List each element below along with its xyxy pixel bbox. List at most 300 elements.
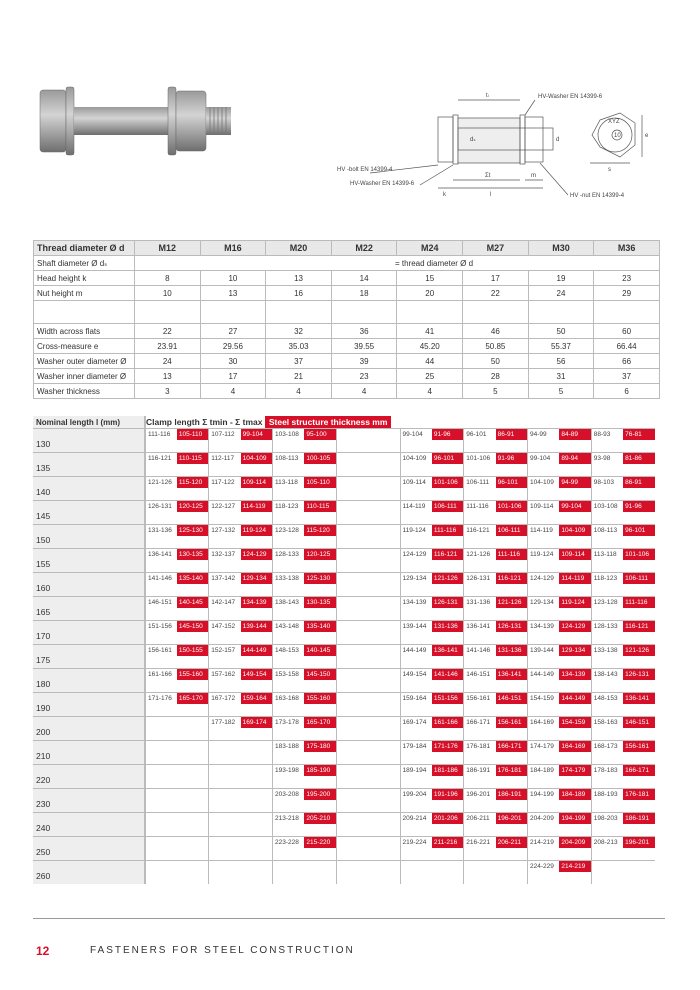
clamp-length-cell bbox=[336, 453, 368, 465]
clamp-length-cell: 134-139 bbox=[400, 597, 432, 609]
empty-cell bbox=[400, 608, 464, 621]
steel-thickness-cell: 176-181 bbox=[496, 765, 528, 777]
clamp-length-cell: 137-142 bbox=[209, 573, 241, 585]
clamp-length-cell: 193-198 bbox=[273, 765, 305, 777]
empty-cell bbox=[336, 752, 400, 765]
clamp-length-cell: 149-154 bbox=[400, 669, 432, 681]
empty-cell bbox=[209, 560, 273, 573]
table-row bbox=[33, 693, 655, 705]
row-label bbox=[34, 301, 135, 324]
clamp-length-cell: 206-211 bbox=[464, 813, 496, 825]
clamp-length-cell: 133-138 bbox=[273, 573, 305, 585]
empty-cell bbox=[591, 512, 655, 525]
empty-cell bbox=[591, 728, 655, 741]
empty-cell bbox=[591, 656, 655, 669]
clamp-length-cell: 133-138 bbox=[591, 645, 623, 657]
steel-thickness-cell bbox=[623, 861, 655, 873]
clamp-length-cell: 167-172 bbox=[209, 693, 241, 705]
table-row bbox=[33, 429, 655, 441]
clamp-length-cell bbox=[273, 861, 305, 873]
clamp-length-cell: 124-129 bbox=[400, 549, 432, 561]
steel-thickness-cell: 140-145 bbox=[177, 597, 209, 609]
steel-thickness-cell: 130-135 bbox=[177, 549, 209, 561]
clamp-length-cell: 153-158 bbox=[273, 669, 305, 681]
cell: 19 bbox=[528, 271, 594, 286]
cell bbox=[397, 301, 463, 324]
steel-thickness-cell bbox=[368, 669, 400, 681]
clamp-length-cell: 139-144 bbox=[528, 645, 560, 657]
empty-cell bbox=[145, 488, 209, 501]
clamp-length-cell: 111-116 bbox=[464, 501, 496, 513]
cell bbox=[528, 301, 594, 324]
steel-thickness-cell: 196-201 bbox=[623, 837, 655, 849]
steel-thickness-cell: 86-91 bbox=[496, 429, 528, 441]
table-row bbox=[33, 837, 655, 849]
steel-thickness-cell: 84-89 bbox=[559, 429, 591, 441]
clamp-length-cell: 136-141 bbox=[145, 549, 177, 561]
steel-thickness-cell bbox=[496, 861, 528, 873]
steel-thickness-cell: 130-135 bbox=[304, 597, 336, 609]
clamp-length-cell: 177-182 bbox=[209, 717, 241, 729]
clamp-length-cell: 106-111 bbox=[464, 477, 496, 489]
cell: 25 bbox=[397, 369, 463, 384]
steel-thickness-cell: 139-144 bbox=[241, 621, 273, 633]
clamp-length-cell bbox=[209, 837, 241, 849]
steel-thickness-cell: 126-131 bbox=[623, 669, 655, 681]
steel-thickness-cell: 96-101 bbox=[432, 453, 464, 465]
steel-thickness-cell: 89-94 bbox=[559, 453, 591, 465]
steel-thickness-cell bbox=[368, 693, 400, 705]
empty-cell bbox=[528, 800, 592, 813]
empty-cell bbox=[273, 656, 337, 669]
table-row bbox=[33, 741, 655, 753]
table-row bbox=[34, 301, 660, 324]
nominal-length: 190 bbox=[33, 693, 145, 717]
nominal-length: 180 bbox=[33, 669, 145, 693]
column-header: M30 bbox=[528, 241, 594, 256]
empty-cell bbox=[400, 776, 464, 789]
steel-thickness-cell: 110-115 bbox=[177, 453, 209, 465]
dimensions-table-header bbox=[34, 241, 660, 256]
empty-cell bbox=[273, 728, 337, 741]
clamp-length-cell: 123-128 bbox=[591, 597, 623, 609]
nominal-length-header: Nominal length l (mm) bbox=[33, 416, 145, 429]
empty-cell bbox=[400, 464, 464, 477]
empty-cell bbox=[528, 680, 592, 693]
empty-cell bbox=[145, 824, 209, 837]
empty-cell bbox=[591, 824, 655, 837]
empty-cell bbox=[145, 704, 209, 717]
empty-cell bbox=[273, 512, 337, 525]
clamp-length-cell: 116-121 bbox=[145, 453, 177, 465]
empty-cell bbox=[209, 440, 273, 453]
steel-thickness-cell: 111-116 bbox=[496, 549, 528, 561]
steel-thickness-cell: 125-130 bbox=[177, 525, 209, 537]
clamp-length-cell: 112-117 bbox=[209, 453, 241, 465]
table-row bbox=[33, 549, 655, 561]
empty-cell bbox=[336, 584, 400, 597]
clamp-length-cell bbox=[336, 669, 368, 681]
steel-thickness-cell bbox=[368, 645, 400, 657]
clamp-length-cell: 126-131 bbox=[464, 573, 496, 585]
empty-cell bbox=[209, 608, 273, 621]
empty-cell bbox=[209, 536, 273, 549]
cell: 18 bbox=[331, 286, 397, 301]
empty-cell bbox=[145, 680, 209, 693]
table-row bbox=[34, 384, 660, 399]
empty-cell bbox=[400, 560, 464, 573]
clamp-length-cell: 138-143 bbox=[273, 597, 305, 609]
clamp-length-header: Clamp length Σ tmin - Σ tmax bbox=[146, 417, 263, 427]
steel-thickness-cell: 131-136 bbox=[432, 621, 464, 633]
empty-cell bbox=[273, 464, 337, 477]
empty-cell bbox=[145, 800, 209, 813]
empty-cell bbox=[209, 800, 273, 813]
clamp-length-cell: 178-183 bbox=[591, 765, 623, 777]
clamp-length-cell bbox=[336, 501, 368, 513]
cell: 23 bbox=[331, 369, 397, 384]
empty-cell bbox=[591, 584, 655, 597]
empty-cell bbox=[464, 608, 528, 621]
empty-cell bbox=[273, 824, 337, 837]
clamp-length-cell: 199-204 bbox=[400, 789, 432, 801]
cell: 44 bbox=[397, 354, 463, 369]
steel-thickness-cell: 174-179 bbox=[559, 765, 591, 777]
clamp-length-cell: 142-147 bbox=[209, 597, 241, 609]
clamp-length-cell bbox=[209, 741, 241, 753]
nominal-length: 250 bbox=[33, 837, 145, 861]
table-row bbox=[34, 271, 660, 286]
clamp-length-cell: 148-153 bbox=[273, 645, 305, 657]
steel-thickness-cell: 214-219 bbox=[559, 861, 591, 873]
empty-cell bbox=[273, 680, 337, 693]
clamp-length-cell: 121-126 bbox=[145, 477, 177, 489]
row-label: Nut height m bbox=[34, 286, 135, 301]
nominal-length: 135 bbox=[33, 453, 145, 477]
steel-thickness-cell: 126-131 bbox=[496, 621, 528, 633]
empty-cell bbox=[464, 440, 528, 453]
empty-cell bbox=[273, 800, 337, 813]
steel-thickness-cell: 186-191 bbox=[623, 813, 655, 825]
steel-thickness-cell: 109-114 bbox=[559, 549, 591, 561]
empty-cell bbox=[336, 464, 400, 477]
empty-cell bbox=[464, 704, 528, 717]
column-header: M27 bbox=[463, 241, 529, 256]
empty-cell bbox=[336, 488, 400, 501]
empty-cell bbox=[591, 752, 655, 765]
empty-cell bbox=[336, 776, 400, 789]
cell: 50 bbox=[528, 324, 594, 339]
clamp-length-cell: 107-112 bbox=[209, 429, 241, 441]
steel-thickness-cell: 114-119 bbox=[241, 501, 273, 513]
clamp-length-cell: 161-166 bbox=[145, 669, 177, 681]
empty-cell bbox=[400, 584, 464, 597]
steel-thickness-cell: 124-129 bbox=[241, 549, 273, 561]
steel-thickness-cell bbox=[304, 861, 336, 873]
nominal-length: 210 bbox=[33, 741, 145, 765]
page-number: 12 bbox=[36, 944, 50, 958]
empty-cell bbox=[528, 824, 592, 837]
clamp-length-cell bbox=[209, 765, 241, 777]
clamp-length-cell: 158-163 bbox=[591, 717, 623, 729]
clamp-length-cell: 168-173 bbox=[591, 741, 623, 753]
steel-thickness-cell: 185-190 bbox=[304, 765, 336, 777]
clamp-length-cell: 208-213 bbox=[591, 837, 623, 849]
steel-thickness-cell: 115-120 bbox=[304, 525, 336, 537]
clamp-length-cell: 204-209 bbox=[528, 813, 560, 825]
table-row bbox=[34, 286, 660, 301]
steel-thickness-cell: 121-126 bbox=[623, 645, 655, 657]
clamp-length-cell bbox=[336, 549, 368, 561]
cell: 13 bbox=[266, 271, 332, 286]
empty-cell bbox=[336, 536, 400, 549]
steel-thickness-cell: 115-120 bbox=[177, 477, 209, 489]
empty-cell bbox=[273, 848, 337, 861]
clamp-length-cell bbox=[145, 717, 177, 729]
empty-cell bbox=[336, 560, 400, 573]
table-row bbox=[33, 717, 655, 729]
cell: 5 bbox=[463, 384, 529, 399]
clamp-length-cell: 134-139 bbox=[528, 621, 560, 633]
empty-cell bbox=[209, 824, 273, 837]
steel-thickness-cell: 155-160 bbox=[304, 693, 336, 705]
clamp-length-cell bbox=[336, 717, 368, 729]
steel-thickness-cell: 191-196 bbox=[432, 789, 464, 801]
steel-thickness-cell: 121-126 bbox=[496, 597, 528, 609]
empty-cell bbox=[145, 512, 209, 525]
empty-cell bbox=[209, 512, 273, 525]
clamp-length-cell: 173-178 bbox=[273, 717, 305, 729]
empty-cell bbox=[591, 848, 655, 861]
cell: 29 bbox=[594, 286, 660, 301]
clamp-length-cell: 119-124 bbox=[528, 549, 560, 561]
table-row bbox=[33, 501, 655, 513]
empty-cell bbox=[209, 728, 273, 741]
label-washer-top: HV-Washer EN 14399-6 bbox=[538, 94, 603, 100]
steel-thickness-cell: 121-126 bbox=[432, 573, 464, 585]
clamp-length-cell: 214-219 bbox=[528, 837, 560, 849]
empty-cell bbox=[145, 656, 209, 669]
clamp-length-cell: 129-134 bbox=[528, 597, 560, 609]
empty-cell bbox=[273, 608, 337, 621]
clamp-length-cell: 169-174 bbox=[400, 717, 432, 729]
empty-cell bbox=[400, 440, 464, 453]
cell: 39 bbox=[331, 354, 397, 369]
steel-thickness-cell: 116-121 bbox=[432, 549, 464, 561]
steel-thickness-cell: 171-176 bbox=[432, 741, 464, 753]
empty-cell bbox=[528, 776, 592, 789]
empty-cell bbox=[145, 464, 209, 477]
table-row bbox=[33, 645, 655, 657]
steel-thickness-cell: 119-124 bbox=[241, 525, 273, 537]
empty-cell bbox=[591, 440, 655, 453]
empty-cell bbox=[273, 704, 337, 717]
steel-thickness-cell bbox=[368, 861, 400, 873]
row-label: Head height k bbox=[34, 271, 135, 286]
cell: 14 bbox=[331, 271, 397, 286]
steel-thickness-cell: 194-199 bbox=[559, 813, 591, 825]
cell: 15 bbox=[397, 271, 463, 286]
clamp-length-cell: 123-128 bbox=[273, 525, 305, 537]
empty-cell bbox=[528, 728, 592, 741]
steel-thickness-cell bbox=[368, 501, 400, 513]
empty-cell bbox=[400, 824, 464, 837]
steel-thickness-cell: 99-104 bbox=[241, 429, 273, 441]
empty-cell bbox=[464, 464, 528, 477]
empty-cell bbox=[145, 440, 209, 453]
nominal-length: 145 bbox=[33, 501, 145, 525]
steel-thickness-cell: 111-116 bbox=[623, 597, 655, 609]
steel-thickness-cell: 91-96 bbox=[496, 453, 528, 465]
empty-cell bbox=[528, 872, 592, 884]
steel-thickness-cell bbox=[241, 789, 273, 801]
thread-diameter-header: Thread diameter Ø d bbox=[34, 241, 135, 256]
empty-cell bbox=[209, 848, 273, 861]
clamp-length-cell: 159-164 bbox=[400, 693, 432, 705]
clamp-table-header bbox=[33, 416, 655, 429]
steel-thickness-cell: 161-166 bbox=[432, 717, 464, 729]
steel-thickness-cell: 134-139 bbox=[241, 597, 273, 609]
cell: 31 bbox=[528, 369, 594, 384]
steel-thickness-cell bbox=[241, 813, 273, 825]
cell: 35.03 bbox=[266, 339, 332, 354]
clamp-length-cell: 124-129 bbox=[528, 573, 560, 585]
steel-thickness-cell bbox=[241, 741, 273, 753]
clamp-length-cell: 216-221 bbox=[464, 837, 496, 849]
clamp-length-cell bbox=[145, 789, 177, 801]
clamp-length-cell bbox=[145, 813, 177, 825]
table-row bbox=[33, 597, 655, 609]
empty-cell bbox=[336, 824, 400, 837]
steel-thickness-cell: 129-134 bbox=[241, 573, 273, 585]
steel-thickness-cell bbox=[368, 837, 400, 849]
steel-thickness-cell: 204-209 bbox=[559, 837, 591, 849]
steel-thickness-cell: 195-200 bbox=[304, 789, 336, 801]
steel-thickness-cell: 95-100 bbox=[304, 429, 336, 441]
cell: 10 bbox=[135, 286, 201, 301]
clamp-length-cell: 157-162 bbox=[209, 669, 241, 681]
steel-thickness-cell: 106-111 bbox=[432, 501, 464, 513]
clamp-length-cell: 116-121 bbox=[464, 525, 496, 537]
cell bbox=[594, 301, 660, 324]
empty-cell bbox=[336, 632, 400, 645]
nominal-length: 130 bbox=[33, 429, 145, 453]
clamp-length-cell bbox=[209, 813, 241, 825]
clamp-length-cell: 147-152 bbox=[209, 621, 241, 633]
steel-thickness-cell bbox=[177, 765, 209, 777]
empty-cell bbox=[336, 704, 400, 717]
clamp-length-cell bbox=[336, 429, 368, 441]
clamp-length-cell: 209-214 bbox=[400, 813, 432, 825]
steel-thickness-cell: 81-86 bbox=[623, 453, 655, 465]
clamp-length-cell bbox=[400, 861, 432, 873]
clamp-length-cell: 152-157 bbox=[209, 645, 241, 657]
footer-divider bbox=[33, 918, 665, 919]
table-row bbox=[34, 369, 660, 384]
steel-thickness-cell: 105-110 bbox=[177, 429, 209, 441]
empty-cell bbox=[528, 536, 592, 549]
steel-thickness-cell bbox=[368, 765, 400, 777]
cell: 60 bbox=[594, 324, 660, 339]
page-footer-title: FASTENERS FOR STEEL CONSTRUCTION bbox=[90, 945, 355, 956]
empty-cell bbox=[400, 752, 464, 765]
steel-thickness-cell bbox=[177, 813, 209, 825]
steel-thickness-cell bbox=[368, 477, 400, 489]
steel-thickness-cell bbox=[368, 789, 400, 801]
cell: 3 bbox=[135, 384, 201, 399]
steel-thickness-cell: 104-109 bbox=[241, 453, 273, 465]
cell: 50 bbox=[463, 354, 529, 369]
clamp-length-cell: 113-118 bbox=[591, 549, 623, 561]
steel-thickness-cell: 136-141 bbox=[496, 669, 528, 681]
steel-thickness-cell: 166-171 bbox=[623, 765, 655, 777]
clamp-length-cell bbox=[336, 621, 368, 633]
empty-cell bbox=[591, 680, 655, 693]
cell: 32 bbox=[266, 324, 332, 339]
empty-cell bbox=[528, 584, 592, 597]
cell bbox=[200, 301, 266, 324]
clamp-length-cell bbox=[145, 837, 177, 849]
nominal-length: 200 bbox=[33, 717, 145, 741]
clamp-length-cell bbox=[591, 861, 623, 873]
steel-thickness-cell: 124-129 bbox=[559, 621, 591, 633]
steel-thickness-cell: 101-106 bbox=[432, 477, 464, 489]
steel-thickness-cell: 101-106 bbox=[623, 549, 655, 561]
cell: 10 bbox=[200, 271, 266, 286]
clamp-length-cell: 163-168 bbox=[273, 693, 305, 705]
clamp-length-cell bbox=[145, 765, 177, 777]
clamp-length-cell: 119-124 bbox=[400, 525, 432, 537]
empty-cell bbox=[591, 560, 655, 573]
nominal-length: 230 bbox=[33, 789, 145, 813]
empty-cell bbox=[336, 680, 400, 693]
clamp-length-cell: 196-201 bbox=[464, 789, 496, 801]
nominal-length: 240 bbox=[33, 813, 145, 837]
row-label: Washer thickness bbox=[34, 384, 135, 399]
clamp-length-cell: 139-144 bbox=[400, 621, 432, 633]
cell: 21 bbox=[266, 369, 332, 384]
empty-cell bbox=[591, 872, 655, 884]
empty-cell bbox=[400, 728, 464, 741]
clamp-length-cell: 148-153 bbox=[591, 693, 623, 705]
empty-cell bbox=[591, 608, 655, 621]
empty-cell bbox=[273, 536, 337, 549]
nominal-length: 170 bbox=[33, 621, 145, 645]
clamp-length-cell: 114-119 bbox=[400, 501, 432, 513]
empty-cell bbox=[591, 704, 655, 717]
empty-cell bbox=[336, 872, 400, 884]
steel-thickness-cell: 155-160 bbox=[177, 669, 209, 681]
label-tl: tₗ bbox=[486, 93, 489, 99]
cell: 16 bbox=[266, 286, 332, 301]
clamp-length-cell: 131-136 bbox=[145, 525, 177, 537]
clamp-length-cell: 104-109 bbox=[528, 477, 560, 489]
clamp-length-cell: 224-229 bbox=[528, 861, 560, 873]
empty-cell bbox=[464, 872, 528, 884]
steel-thickness-cell: 196-201 bbox=[496, 813, 528, 825]
clamp-length-cell: 128-133 bbox=[273, 549, 305, 561]
empty-cell bbox=[273, 776, 337, 789]
empty-cell bbox=[273, 752, 337, 765]
clamp-length-cell: 128-133 bbox=[591, 621, 623, 633]
label-m: m bbox=[531, 173, 536, 179]
clamp-length-cell: 103-108 bbox=[273, 429, 305, 441]
nominal-length: 160 bbox=[33, 573, 145, 597]
clamp-length-cell bbox=[336, 525, 368, 537]
steel-thickness-cell: 126-131 bbox=[432, 597, 464, 609]
table-row bbox=[33, 477, 655, 489]
empty-cell bbox=[336, 440, 400, 453]
